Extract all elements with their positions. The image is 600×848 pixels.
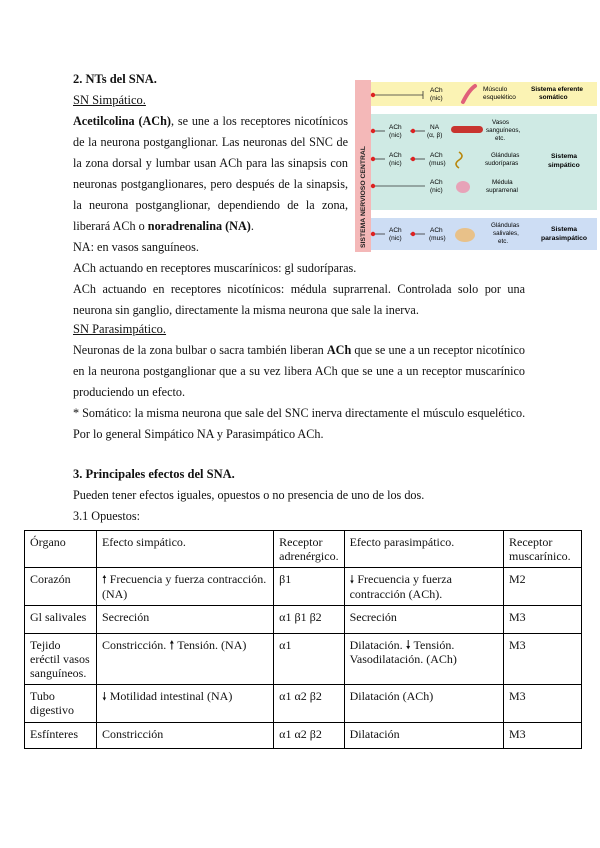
ach-musc-line: ACh actuando en receptores muscarínicos: gl sudoríparas.: [73, 261, 357, 275]
paragraph-line: [73, 111, 348, 132]
section-3-intro: Pueden tener efectos iguales, opuestos o no presencia de uno de los dos.: [73, 488, 425, 502]
symp-target-2a: Glándulas: [491, 152, 520, 159]
somatic-target-2: esquelético: [483, 94, 516, 101]
text-span: que se une a un receptor nicotínico: [351, 343, 525, 357]
na-bold: noradrenalina (NA): [147, 219, 251, 233]
symp-post-2a: ACh: [430, 152, 443, 159]
symp-post-3b: (nic): [430, 187, 443, 194]
para-post-b: (mus): [429, 235, 446, 242]
symp-pre-2b: (nic): [389, 160, 402, 167]
symp-pre-1a: ACh: [389, 124, 402, 131]
paragraph-line: la neurona postganglionar, dependiendo de la zona,: [73, 198, 348, 212]
paragraph-line: neuronas postganglionares, pero después de la sinapsis,: [73, 177, 348, 191]
organ-cell: Corazón: [25, 568, 97, 606]
header-cell: Órgano: [25, 531, 97, 568]
salivary-gland-icon: [455, 228, 475, 242]
para-cell: Dilatación: [344, 723, 503, 749]
text-span: Neuronas de la zona bulbar o sacra también liberan: [73, 343, 327, 357]
para-target-c: etc.: [498, 238, 509, 245]
simp-cell: [96, 568, 273, 606]
table-header-row: [25, 531, 582, 568]
neuron-body: [371, 93, 375, 97]
effects-table: [24, 530, 582, 749]
header-cell: Receptor muscarínico.: [504, 531, 582, 568]
table-row: [25, 723, 582, 749]
symp-target-1a: Vasos: [492, 119, 510, 126]
adr-cell: β1: [274, 568, 344, 606]
table-row: [25, 568, 582, 606]
section-3-sub: 3.1 Opuestos:: [73, 509, 141, 523]
simp-text: Motilidad intestinal (NA): [109, 689, 233, 703]
para-pre-a: ACh: [389, 227, 402, 234]
section-3-title: 3. Principales efectos del SNA.: [73, 467, 235, 481]
somatic-target-1: Músculo: [483, 86, 508, 93]
neuron-body: [411, 157, 415, 161]
simp-cell: Constricción: [96, 723, 273, 749]
ach-nic-line-1: ACh actuando en receptores nicotínicos: médula suprarrenal. Controlada solo por una: [73, 282, 525, 296]
symp-system-2: simpático: [548, 162, 580, 169]
simp-cell: [96, 685, 273, 723]
organ-cell: Gl salivales: [25, 606, 97, 634]
sna-diagram: [355, 80, 597, 252]
symp-target-1c: etc.: [495, 135, 506, 142]
arrow-down-icon: 🠗: [101, 691, 107, 703]
neuron-body: [411, 129, 415, 133]
symp-pre-2a: ACh: [389, 152, 402, 159]
para-system-2: parasimpático: [541, 235, 588, 242]
ach-bold: Acetilcolina (ACh): [73, 114, 171, 128]
symp-target-2b: sudoríparas: [485, 160, 519, 167]
symp-target-1b: sanguíneos,: [486, 127, 521, 134]
para-cell: Dilatación. 🠗 Tensión. Vasodilatación. (ACh): [344, 634, 503, 685]
paragraph-line: la zona dorsal y lumbar usan ACh para las sinapsis con: [73, 156, 348, 170]
adr-cell: α1 β1 β2: [274, 606, 344, 634]
ach-bold: ACh: [326, 343, 352, 357]
symp-post-2b: (mus): [429, 160, 446, 167]
text-span: liberará ACh o: [73, 219, 148, 233]
symp-post-1a: NA: [430, 124, 440, 131]
para-pre-b: (nic): [389, 235, 402, 242]
para-cell: Dilatación (ACh): [344, 685, 503, 723]
somatico-line: * Somático: la misma neurona que sale del SNC inerva directamente el músculo esquelético.: [73, 406, 526, 420]
somatic-rec-2: (nic): [430, 95, 443, 102]
header-cell: Efecto simpático.: [96, 531, 273, 568]
text-span: , se une a los receptores nicotínicos: [170, 114, 348, 128]
neuron-body: [371, 232, 375, 236]
text-span: .: [250, 219, 254, 233]
neuron-body: [371, 129, 375, 133]
adrenal-icon: [456, 181, 470, 193]
section-2-title: 2. NTs del SNA.: [73, 72, 157, 86]
organ-cell: Tejido eréctil vasos sanguíneos.: [25, 634, 97, 685]
symp-pre-1b: (nic): [389, 132, 402, 139]
adr-cell: α1: [274, 634, 344, 685]
somatic-rec-1: ACh: [430, 87, 443, 94]
ach-nic-line-2: neurona sin ganglio, directamente la misma neurona que sale la inerva.: [73, 303, 419, 317]
neuron-body: [371, 184, 375, 188]
para-cell: Secreción: [344, 606, 503, 634]
parasympathetic-band: [371, 218, 597, 250]
symp-system-1: Sistema: [551, 153, 578, 160]
table-row: [25, 606, 582, 634]
header-cell: Receptor adrenérgico.: [274, 531, 344, 568]
paragraph-line: [73, 216, 254, 237]
para-post-a: ACh: [430, 227, 443, 234]
arrow-down-icon: 🠗: [349, 574, 355, 586]
para-line-2: en la neurona postganglionar que a su vez libera ACh que se une a un receptor muscarínico: [73, 364, 525, 378]
symp-target-3b: suprarrenal: [486, 187, 518, 194]
mus-cell: M3: [504, 685, 582, 723]
para-cell: [344, 568, 503, 606]
symp-post-1b: (α, β): [427, 132, 443, 139]
organ-cell: Tubo digestivo: [25, 685, 97, 723]
sn-parasimpatico-heading: SN Parasimpático.: [73, 322, 167, 336]
simp-cell: Secreción: [96, 606, 273, 634]
para-text: Frecuencia y fuerza contracción (ACh).: [349, 572, 452, 601]
simp-text: Frecuencia y fuerza contracción. (NA): [101, 572, 267, 601]
para-system-1: Sistema: [551, 226, 578, 233]
mus-cell: M2: [504, 568, 582, 606]
table-row: [25, 634, 582, 685]
symp-post-3a: ACh: [430, 179, 443, 186]
na-line: NA: en vasos sanguíneos.: [73, 240, 199, 254]
para-line-3: produciendo un efecto.: [73, 385, 186, 399]
mus-cell: M3: [504, 606, 582, 634]
simp-cell: Constricción. 🠕 Tensión. (NA): [96, 634, 273, 685]
para-target-a: Glándulas: [491, 222, 520, 229]
adr-cell: α1 α2 β2: [274, 685, 344, 723]
mus-cell: M3: [504, 723, 582, 749]
para-target-b: salivales,: [493, 230, 519, 237]
adr-cell: α1 α2 β2: [274, 723, 344, 749]
blood-vessel-icon: [451, 126, 483, 133]
somatic-system-1: Sistema eferente: [531, 86, 584, 93]
mus-cell: M3: [504, 634, 582, 685]
header-cell: Efecto parasimpático.: [344, 531, 503, 568]
somatic-system-2: somático: [539, 94, 568, 101]
organ-cell: Esfínteres: [25, 723, 97, 749]
neuron-body: [371, 157, 375, 161]
sn-simpatico-heading: SN Simpático.: [73, 93, 146, 107]
neuron-body: [411, 232, 415, 236]
symp-target-3a: Médula: [492, 179, 513, 186]
general-line: Por lo general Simpático NA y Parasimpático ACh.: [73, 427, 324, 441]
snc-label: SISTEMA NERVIOSO CENTRAL: [360, 146, 367, 248]
paragraph-line: de la neurona postganglionar. Las neuronas del SNC de: [73, 135, 348, 149]
table-row: [25, 685, 582, 723]
arrow-up-icon: 🠕: [101, 574, 107, 586]
para-line-1: [73, 340, 525, 361]
